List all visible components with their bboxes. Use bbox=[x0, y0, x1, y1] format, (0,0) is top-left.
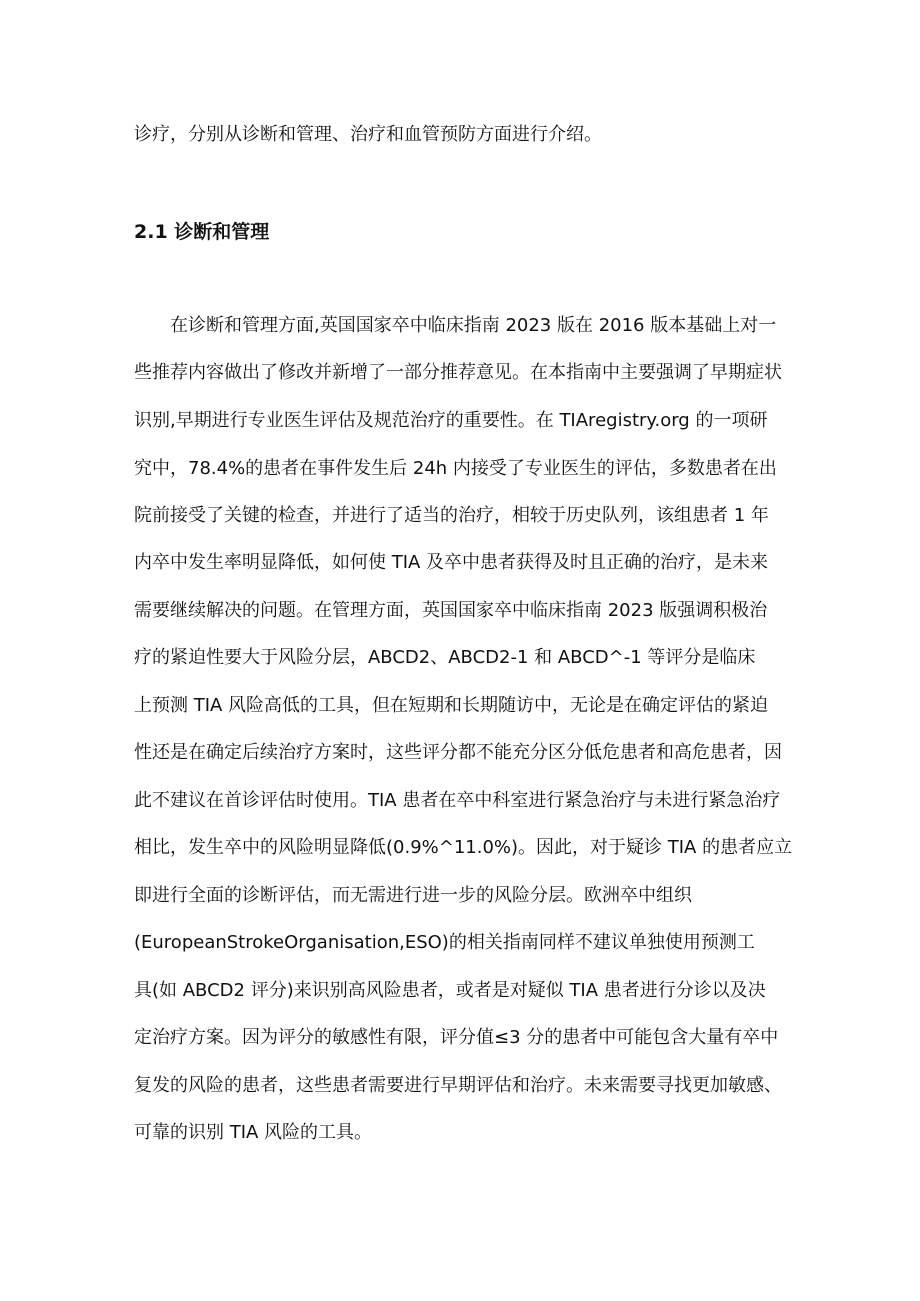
section-heading: 2.1 诊断和管理 bbox=[134, 221, 270, 243]
paragraph-line: 些推荐内容做出了修改并新增了一部分推荐意见。在本指南中主要强调了早期症状 bbox=[134, 362, 782, 383]
paragraph-line: 院前接受了关键的检查，并进行了适当的治疗，相较于历史队列，该组患者 1 年 bbox=[134, 505, 769, 526]
paragraph-line: 具(如 ABCD2 评分)来识别高风险患者，或者是对疑似 TIA 患者进行分诊以及决 bbox=[134, 980, 766, 1001]
paragraph-line: 在诊断和管理方面,英国国家卒中临床指南 2023 版在 2016 版本基础上对一 bbox=[170, 315, 777, 336]
paragraph-line: 疗的紧迫性要大于风险分层，ABCD2、ABCD2-1 和 ABCD^-1 等评分是临床 bbox=[134, 647, 756, 668]
paragraph-line: 定治疗方案。因为评分的敏感性有限，评分值≤3 分的患者中可能包含大量有卒中 bbox=[134, 1027, 779, 1048]
paragraph-line: 此不建议在首诊评估时使用。TIA 患者在卒中科室进行紧急治疗与未进行紧急治疗 bbox=[134, 790, 781, 811]
paragraph-line: 究中，78.4%的患者在事件发生后 24h 内接受了专业医生的评估，多数患者在出 bbox=[134, 458, 777, 479]
paragraph-line: 性还是在确定后续治疗方案时，这些评分都不能充分区分低危患者和高危患者，因 bbox=[134, 742, 782, 763]
paragraph-line: 相比，发生卒中的风险明显降低(0.9%^11.0%)。因此，对于疑诊 TIA 的患者应立 bbox=[134, 837, 793, 858]
paragraph-line: (EuropeanStrokeOrganisation,ESO)的相关指南同样不建议单独使用预测工 bbox=[134, 932, 755, 953]
paragraph-line: 可靠的识别 TIA 风险的工具。 bbox=[134, 1122, 373, 1143]
paragraph-line: 需要继续解决的问题。在管理方面，英国国家卒中临床指南 2023 版强调积极治 bbox=[134, 600, 768, 621]
paragraph-line: 识别,早期进行专业医生评估及规范治疗的重要性。在 TIAregistry.org 的一项研 bbox=[134, 410, 768, 431]
intro-line: 诊疗，分别从诊断和管理、治疗和血管预防方面进行介绍。 bbox=[134, 124, 602, 145]
paragraph-line: 内卒中发生率明显降低，如何使 TIA 及卒中患者获得及时且正确的治疗，是未来 bbox=[134, 552, 769, 573]
paragraph-line: 复发的风险的患者，这些患者需要进行早期评估和治疗。未来需要寻找更加敏感、 bbox=[134, 1075, 782, 1096]
paragraph-line: 即进行全面的诊断评估，而无需进行进一步的风险分层。欧洲卒中组织 bbox=[134, 885, 692, 906]
paragraph-line: 上预测 TIA 风险高低的工具，但在短期和长期随访中，无论是在确定评估的紧迫 bbox=[134, 695, 769, 716]
